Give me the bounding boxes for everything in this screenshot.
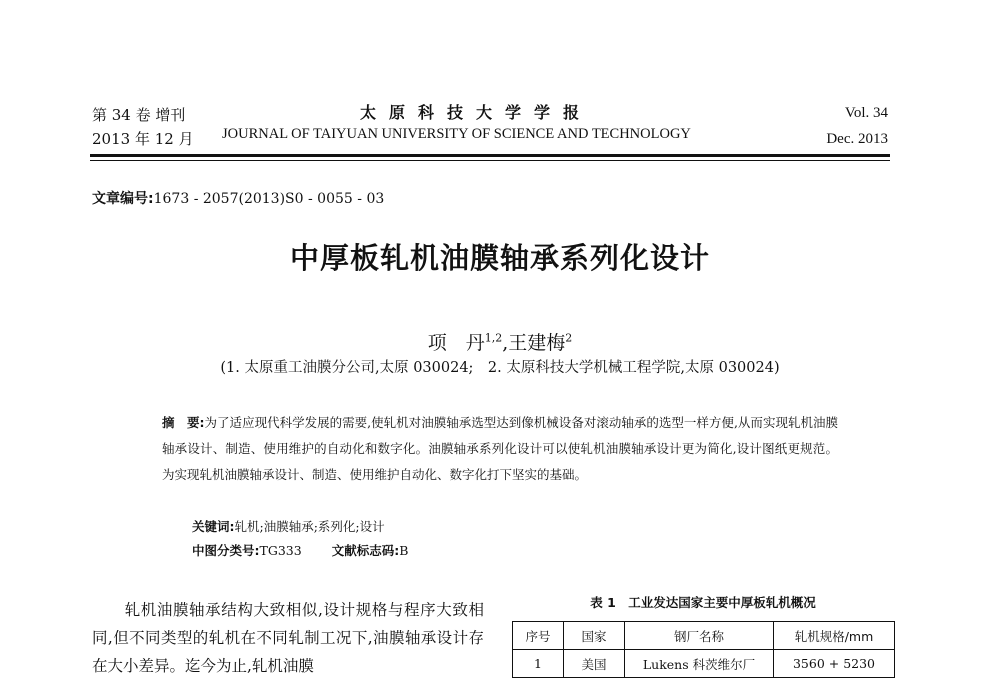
article-id — [92, 188, 384, 208]
abstract-label: 摘 要: — [162, 415, 205, 430]
body-paragraph-text: 轧机油膜轴承结构大致相似,设计规格与程序大致相同,但不同类型的轧机在不同轧制工况下,油膜轴承设计存在大小差异。迄今为止,轧机油膜 — [92, 601, 484, 675]
clc-label: 中图分类号: — [192, 543, 260, 558]
table-cell: 1 — [513, 650, 564, 678]
header-right — [826, 100, 888, 152]
authors — [0, 328, 1000, 355]
doc-code-label: 文献标志码: — [331, 543, 400, 558]
data-table — [512, 621, 895, 678]
author-2: 王建梅 — [508, 332, 566, 354]
table-header-cell: 国家 — [564, 622, 625, 650]
classification — [192, 541, 408, 559]
author-2-affil: 2 — [565, 331, 573, 345]
author-1-affil: 1,2 — [484, 331, 503, 345]
journal-title-en: JOURNAL OF TAIYUAN UNIVERSITY OF SCIENCE AND TECHNOLOGY — [222, 126, 691, 142]
author-1: 项 丹 — [427, 332, 485, 354]
table-caption: 表 1 工业发达国家主要中厚板轧机概况 — [590, 595, 816, 610]
header-rule-thin — [90, 160, 890, 161]
table-header-cell: 钢厂名称 — [625, 622, 774, 650]
doc-code-value: B — [399, 543, 409, 558]
paper-title: 中厚板轧机油膜轴承系列化设计 — [289, 241, 710, 275]
table-row — [513, 650, 895, 678]
table-header-row — [513, 622, 895, 650]
keywords-label: 关键词: — [192, 519, 235, 534]
journal-title-cn: 太原科技大学学报 — [360, 103, 593, 122]
volume-cn: 第 34 卷 增刊 — [92, 106, 186, 124]
table-cell: Lukens 科茨维尔厂 — [625, 650, 774, 678]
abstract — [162, 410, 838, 488]
header-left — [92, 103, 194, 151]
clc-value: TG333 — [259, 543, 302, 558]
table-header-cell: 轧机规格/mm — [774, 622, 895, 650]
table-cell: 3560 + 5230 — [774, 650, 895, 678]
volume-en: Vol. 34 — [844, 105, 888, 121]
author-separator: , — [502, 332, 509, 354]
keywords — [192, 517, 385, 535]
body-paragraph — [92, 596, 484, 680]
table-cell: 美国 — [564, 650, 625, 678]
date-en: Dec. 2013 — [826, 131, 888, 147]
header-rule-thick — [90, 154, 890, 157]
article-id-value: 1673 - 2057(2013)S0 - 0055 - 03 — [153, 191, 385, 207]
article-id-label: 文章编号: — [92, 191, 154, 207]
date-cn: 2013 年 12 月 — [92, 130, 194, 148]
keywords-value: 轧机;油膜轴承;系列化;设计 — [234, 519, 385, 534]
affiliation: (1. 太原重工油膜分公司,太原 030024; 2. 太原科技大学机械工程学院,太原 030024) — [220, 360, 780, 376]
abstract-text: 为了适应现代科学发展的需要,使轧机对油膜轴承选型达到像机械设备对滚动轴承的选型一样方便,从而实现轧机油膜轴承设计、制造、使用维护的自动化和数字化。油膜轴承系列化设计可以使轧机油膜轴承设计更为简化,设计图纸更规范。为实现轧机油膜轴承设计、制造、使用维护自动化、数字化打下坚实的基础。 — [162, 415, 838, 482]
table-header-cell: 序号 — [513, 622, 564, 650]
